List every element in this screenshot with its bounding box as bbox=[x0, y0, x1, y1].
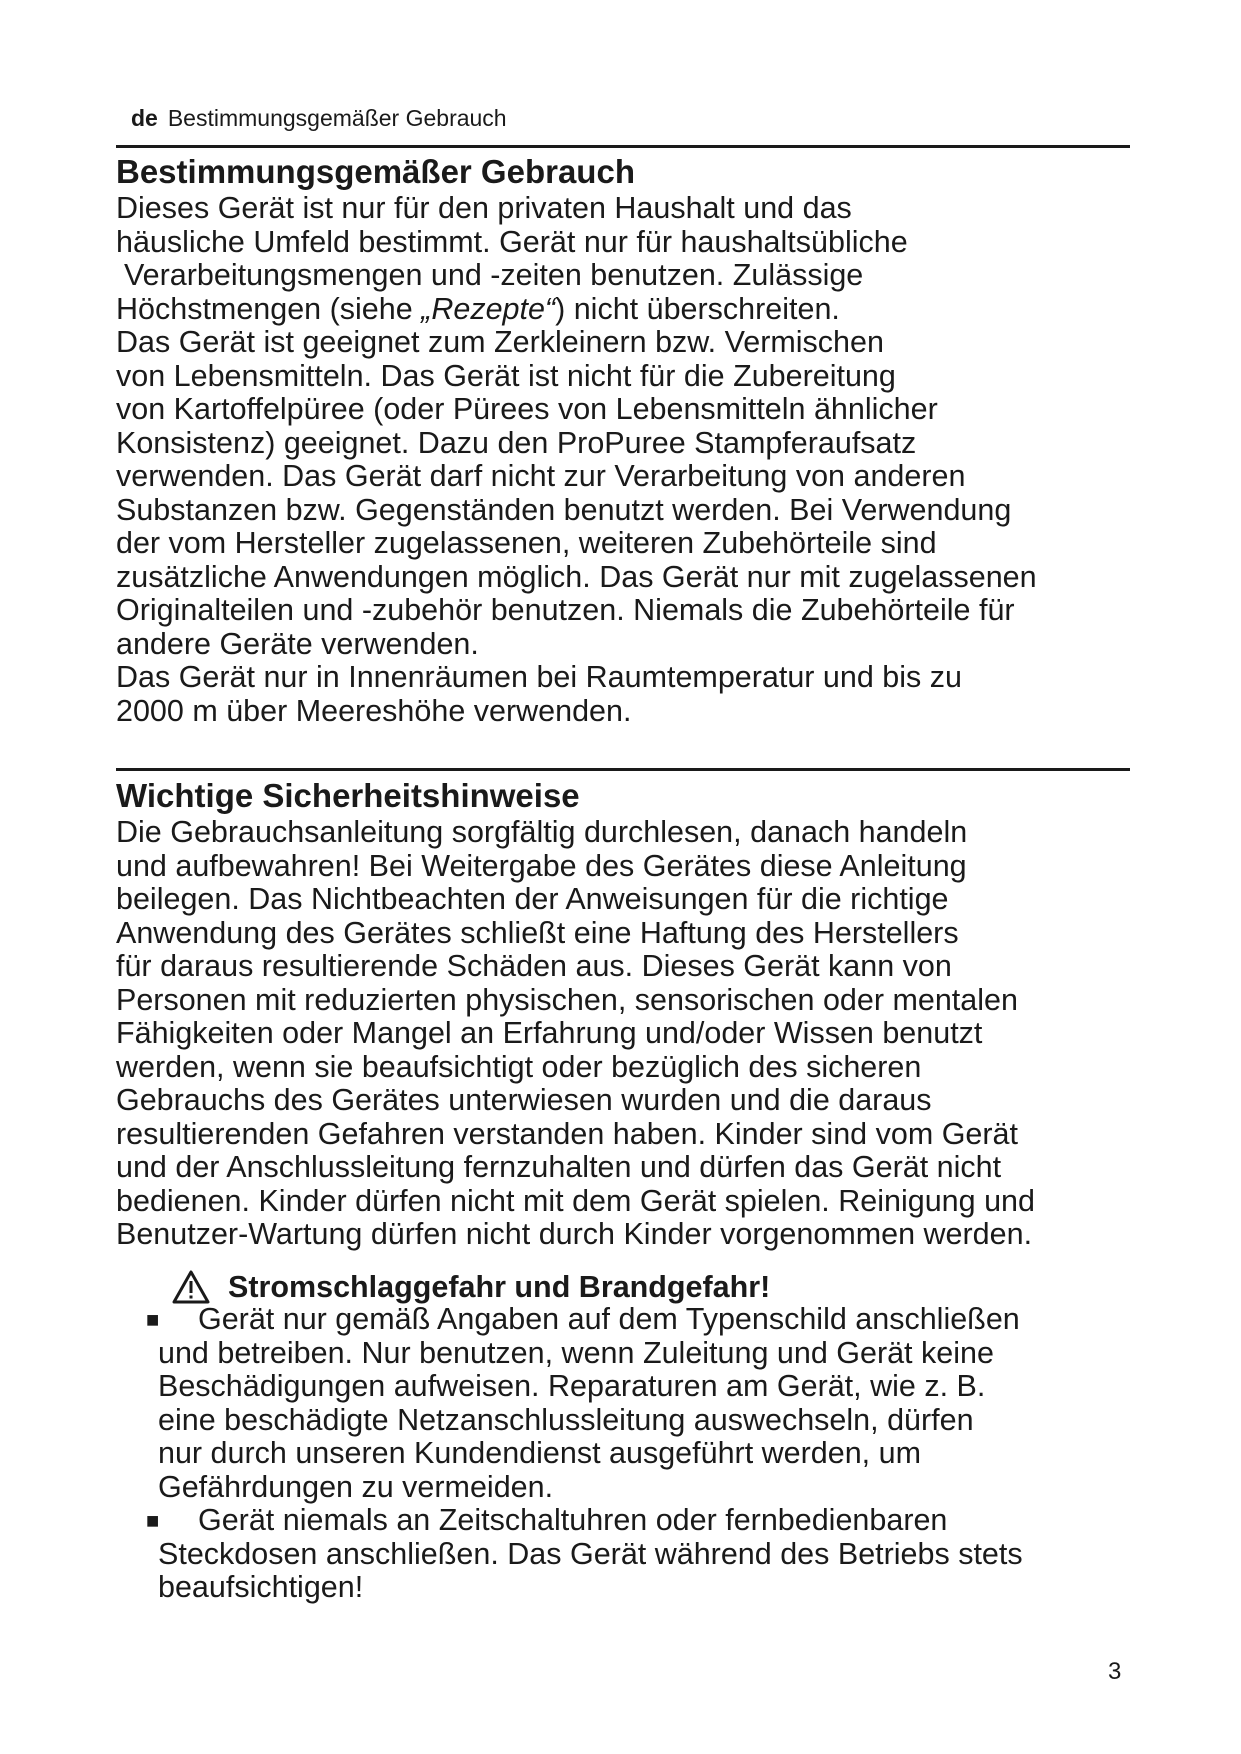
section-title-intended-use: Bestimmungsgemäßer Gebrauch bbox=[116, 153, 635, 190]
text-line: Das Gerät ist geeignet zum Zerkleinern bzw. Vermischen bbox=[116, 325, 884, 359]
text-line: verwenden. Das Gerät darf nicht zur Verarbeitung von anderen bbox=[116, 459, 966, 493]
text-line: werden, wenn sie beaufsichtigt oder bezüglich des sicheren bbox=[116, 1049, 922, 1084]
bullet-first-line bbox=[146, 1504, 1146, 1538]
text-line: beaufsichtigen! bbox=[158, 1570, 364, 1604]
text-line-part: Höchstmengen (siehe bbox=[116, 291, 422, 326]
text-line: Gefährdungen zu vermeiden. bbox=[158, 1469, 554, 1504]
text-line: bedienen. Kinder dürfen nicht mit dem Gerät spielen. Reinigung und bbox=[116, 1183, 1035, 1218]
text-line: 2000 m über Meereshöhe verwenden. bbox=[116, 693, 632, 728]
text-line: Gebrauchs des Gerätes unterwiesen wurden und die daraus bbox=[116, 1083, 932, 1117]
page-number: 3 bbox=[1108, 1658, 1122, 1685]
running-header bbox=[131, 104, 507, 132]
list-item bbox=[146, 1504, 1146, 1605]
text-line: und der Anschlussleitung fernzuhalten und dürfen das Gerät nicht bbox=[116, 1150, 1002, 1184]
safety-bullet-list bbox=[146, 1303, 1146, 1605]
text-line: Gerät nur gemäß Angaben auf dem Typenschild anschließen bbox=[198, 1302, 1020, 1336]
text-line: beilegen. Das Nichtbeachten der Anweisungen für die richtige bbox=[116, 882, 949, 916]
text-line: Beschädigungen aufweisen. Reparaturen am Gerät, wie z. B. bbox=[158, 1369, 986, 1403]
section-divider bbox=[116, 145, 1130, 148]
text-line-with-reference bbox=[116, 293, 1146, 327]
text-line: Gerät niemals an Zeitschaltuhren oder fernbedienbaren bbox=[198, 1503, 948, 1537]
text-line: und betreiben. Nur benutzen, wenn Zuleitung und Gerät keine bbox=[158, 1335, 994, 1370]
list-item bbox=[146, 1303, 1146, 1504]
running-header-title: Bestimmungsgemäßer Gebrauch bbox=[167, 105, 507, 131]
warning-heading bbox=[172, 1268, 770, 1306]
bullet-square-icon: ■ bbox=[146, 1307, 160, 1332]
text-line: eine beschädigte Netzanschlussleitung auswechseln, dürfen bbox=[158, 1402, 974, 1437]
language-code: de bbox=[131, 105, 158, 131]
text-line: für daraus resultierende Schäden aus. Dieses Gerät kann von bbox=[116, 949, 952, 983]
text-line: Originalteilen und -zubehör benutzen. Niemals die Zubehörteile für bbox=[116, 593, 1015, 627]
section-title-safety: Wichtige Sicherheitshinweise bbox=[116, 777, 580, 814]
text-line: und aufbewahren! Bei Weitergabe des Gerätes diese Anleitung bbox=[116, 848, 967, 883]
text-line: resultierenden Gefahren verstanden haben. Kinder sind vom Gerät bbox=[116, 1116, 1018, 1151]
intended-use-paragraph bbox=[116, 192, 1146, 728]
text-line-part: ) nicht überschreiten. bbox=[555, 291, 840, 326]
text-line: Fähigkeiten oder Mangel an Erfahrung und/oder Wissen benutzt bbox=[116, 1016, 983, 1050]
text-line: zusätzliche Anwendungen möglich. Das Gerät nur mit zugelassenen bbox=[116, 559, 1037, 594]
text-line: Verarbeitungsmengen und -zeiten benutzen. Zulässige bbox=[124, 258, 864, 292]
text-line: von Kartoffelpüree (oder Pürees von Lebensmitteln ähnlicher bbox=[116, 392, 938, 426]
bullet-first-line bbox=[146, 1303, 1146, 1337]
text-line: Substanzen bzw. Gegenständen benutzt werden. Bei Verwendung bbox=[116, 492, 1012, 527]
text-line: Das Gerät nur in Innenräumen bei Raumtemperatur und bis zu bbox=[116, 660, 962, 694]
bullet-square-icon: ■ bbox=[146, 1508, 160, 1533]
text-line: andere Geräte verwenden. bbox=[116, 626, 479, 661]
warning-text: Stromschlaggefahr und Brandgefahr! bbox=[228, 1270, 771, 1304]
text-line: nur durch unseren Kundendienst ausgeführt werden, um bbox=[158, 1436, 921, 1470]
warning-triangle-icon bbox=[172, 1270, 210, 1304]
text-line: Die Gebrauchsanleitung sorgfältig durchlesen, danach handeln bbox=[116, 815, 968, 849]
text-line: Personen mit reduzierten physischen, sensorischen oder mentalen bbox=[116, 982, 1018, 1017]
text-line: Dieses Gerät ist nur für den privaten Haushalt und das bbox=[116, 191, 852, 225]
text-line: von Lebensmitteln. Das Gerät ist nicht für die Zubereitung bbox=[116, 358, 896, 393]
text-line: häusliche Umfeld bestimmt. Gerät nur für haushaltsübliche bbox=[116, 224, 908, 259]
section-divider bbox=[116, 768, 1130, 771]
text-line: Steckdosen anschließen. Das Gerät während des Betriebs stets bbox=[158, 1536, 1023, 1571]
safety-paragraph bbox=[116, 816, 1146, 1252]
text-line: Benutzer-Wartung dürfen nicht durch Kinder vorgenommen werden. bbox=[116, 1217, 1033, 1251]
text-line: der vom Hersteller zugelassenen, weiteren Zubehörteile sind bbox=[116, 526, 937, 560]
recipes-reference: „Rezepte“ bbox=[421, 291, 556, 326]
text-line: Anwendung des Gerätes schließt eine Haftung des Herstellers bbox=[116, 915, 959, 950]
text-line: Konsistenz) geeignet. Dazu den ProPuree Stampferaufsatz bbox=[116, 425, 917, 460]
